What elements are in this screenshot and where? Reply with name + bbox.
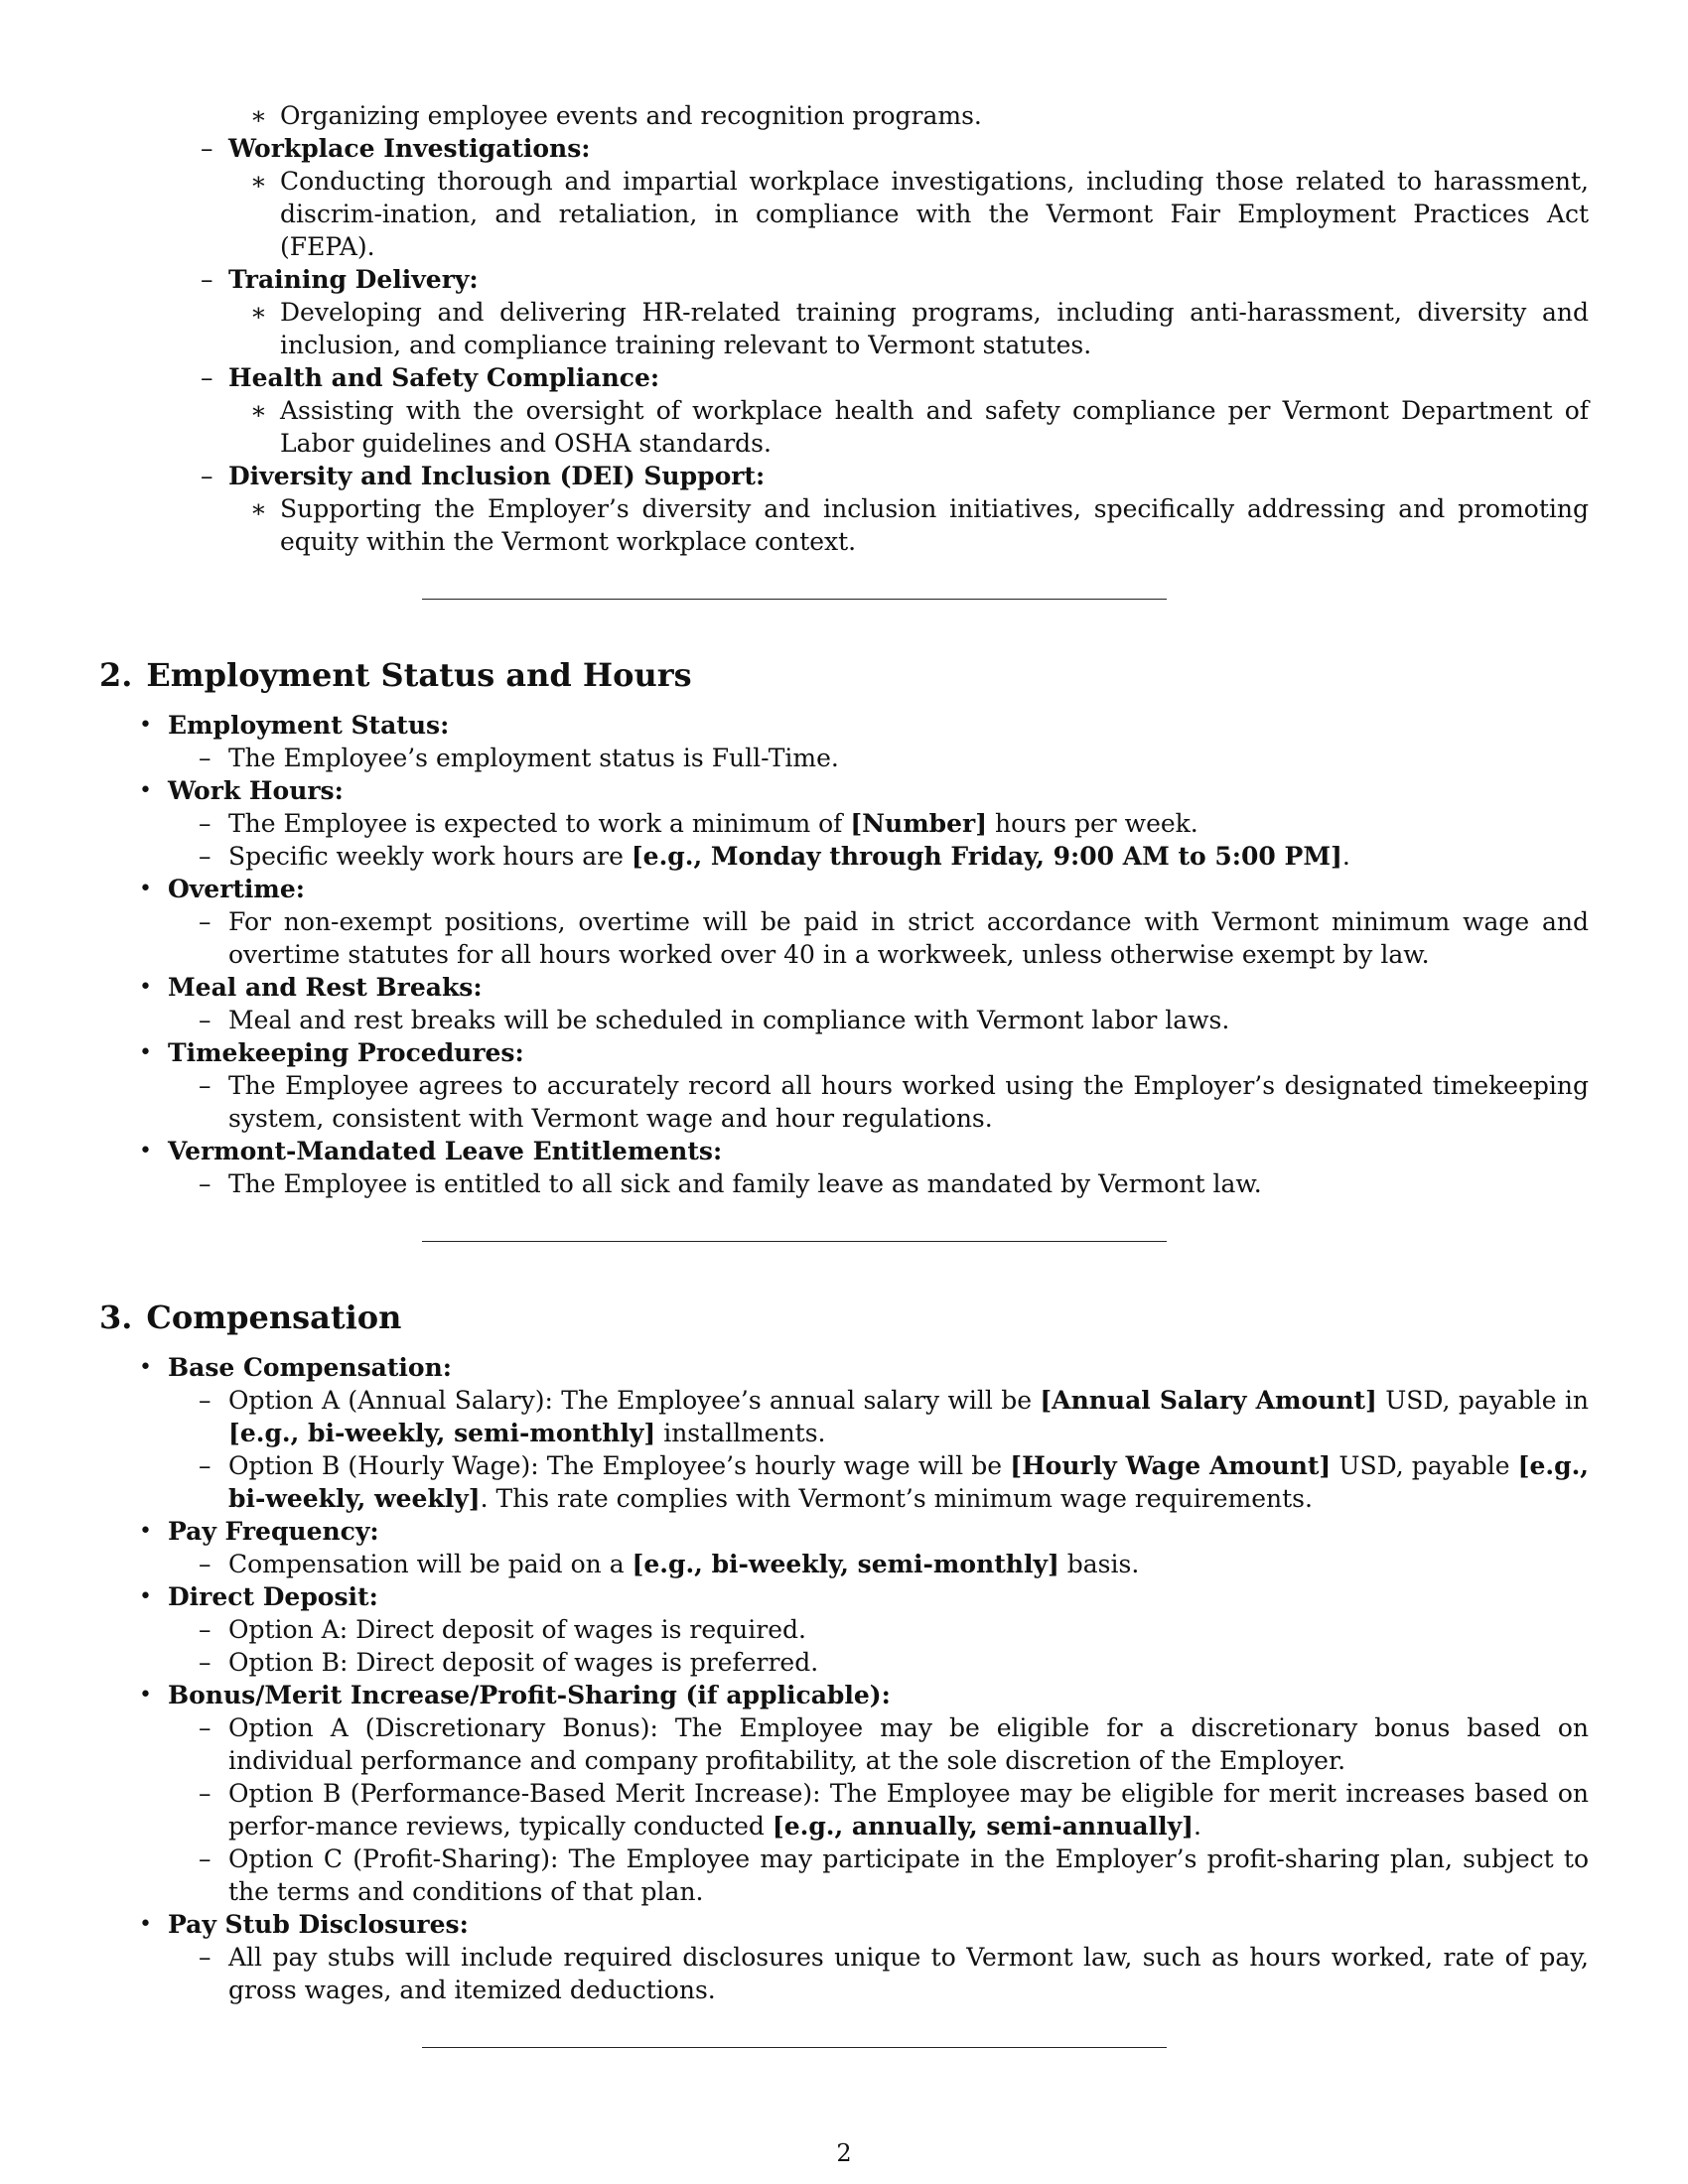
list-item: – Training Delivery: ∗ Developing and delivering HR-related training programs, including anti-harassment, diversity and inclusion, and compliance training relevant to Vermont statutes. [201, 265, 1589, 359]
subheading: Health and Safety Compliance: [228, 363, 660, 392]
list-item: • Base Compensation: – Option A (Annual Salary): The Employee’s annual salary will be [Annual Salary Amount] USD, payable in [e.g., bi-weekly, semi-monthly] installments. – Option B (Hourly Wage): The Employee’s hourly wage will be [Hourly Wage Amount] USD, payable [e.g., bi-weekly, weekly]. This rate complies with Vermont’s minimum wage requirements. [139, 1353, 1589, 1513]
section-heading: 3. Compensation [99, 1298, 402, 1336]
list-item: • Work Hours: – The Employee is expected to work a minimum of [Number] hours per week. – Specific weekly work hours are [e.g., Monday through Friday, 9:00 AM to 5:00 PM]. [139, 776, 1350, 871]
list-item: • Pay Frequency: – Compensation will be paid on a [e.g., bi-weekly, semi-monthly] basis. [139, 1517, 1140, 1578]
list-item: • Employment Status: – The Employee’s employment status is Full-Time. [139, 711, 839, 772]
section-heading: 2. Employment Status and Hours [99, 656, 692, 694]
list-item: • Timekeeping Procedures: – The Employee agrees to accurately record all hours worked using the Employer’s designated timekeeping system, consistent with Vermont wage and hour regulations. [139, 1038, 1589, 1133]
top-first-list [99, 99, 1589, 132]
page-number: 2 [836, 2139, 852, 2167]
top-groups [99, 132, 1589, 558]
list-item: • Bonus/Merit Increase/Profit-Sharing (if applicable): – Option A (Discretionary Bonus): The Employee may be eligible for a discretionary bonus based on individual performance and company profitability, at the sole discretion of the Employer. – Option B (Performance-Based Merit Increase): The Employee may be eligible for merit increases based on perfor-mance reviews, typically conducted [e.g., annually, semi-annually]. – Option C (Profit-Sharing): The Employee may participate in the Employer’s profit-sharing plan, subject to the terms and conditions of that plan. [139, 1681, 1589, 1906]
list-item: • Overtime: – For non-exempt positions, overtime will be paid in strict accordance with Vermont minimum wage and overtime statutes for all hours worked over 40 in a workweek, unless otherwise exempt by law. [139, 875, 1589, 969]
list-item: ∗ Organizing employee events and recognition programs. [250, 101, 982, 130]
subheading: Diversity and Inclusion (DEI) Support: [228, 462, 766, 490]
list-item: – Workplace Investigations: ∗ Conducting thorough and impartial workplace investigations, including those related to harassment, discrim-ination, and retaliation, in compliance with the Vermont Fair Employment Practices Act (FEPA). [201, 134, 1589, 261]
list-item: • Direct Deposit: – Option A: Direct deposit of wages is required. – Option B: Direct deposit of wages is preferred. [139, 1582, 819, 1677]
list-item-text: Supporting the Employer’s diversity and inclusion initiatives, specifically addressing and promoting equity within the Vermont workplace context. [280, 494, 1589, 556]
list-item: • Pay Stub Disclosures: – All pay stubs will include required disclosures unique to Vermont law, such as hours worked, rate of pay, gross wages, and itemized deductions. [139, 1910, 1589, 2004]
document-page [99, 99, 1589, 2048]
section-divider [422, 1241, 1167, 1242]
section-divider [422, 599, 1167, 600]
list-item-text: Assisting with the oversight of workplace health and safety compliance per Vermont Department of Labor guidelines and OSHA standards. [280, 396, 1589, 458]
list-item-text: Developing and delivering HR-related training programs, including anti-harassment, diversity and inclusion, and compliance training relevant to Vermont statutes. [280, 298, 1589, 359]
section2-list [99, 709, 1589, 1200]
subheading: Workplace Investigations: [228, 134, 591, 163]
list-item-text: Conducting thorough and impartial workplace investigations, including those related to harassment, discrim-ination, and retaliation, in compliance with the Vermont Fair Employment Practices Act (FEPA). [280, 167, 1589, 261]
list-item: • Vermont-Mandated Leave Entitlements: – The Employee is entitled to all sick and family leave as mandated by Vermont law. [139, 1137, 1262, 1198]
list-item: • Meal and Rest Breaks: – Meal and rest breaks will be scheduled in compliance with Vermont labor laws. [139, 973, 1230, 1034]
subheading: Training Delivery: [228, 265, 479, 294]
list-item: – Diversity and Inclusion (DEI) Support: ∗ Supporting the Employer’s diversity and inclusion initiatives, specifically addressing and promoting equity within the Vermont workplace context. [201, 462, 1589, 556]
list-item: – Health and Safety Compliance: ∗ Assisting with the oversight of workplace health and safety compliance per Vermont Department of Labor guidelines and OSHA standards. [201, 363, 1589, 458]
section-divider [422, 2047, 1167, 2048]
section3-list [99, 1351, 1589, 2006]
